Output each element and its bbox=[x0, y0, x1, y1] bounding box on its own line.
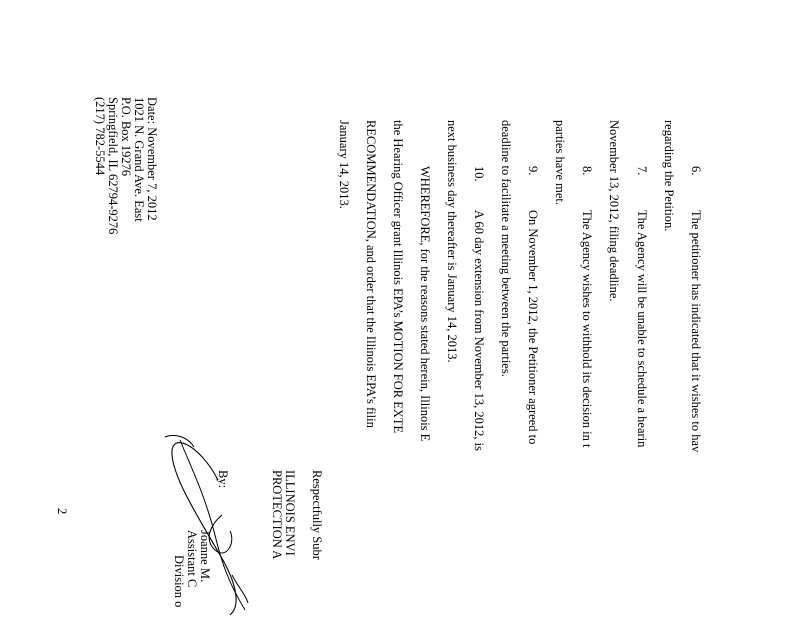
paragraph-10-line-1: A 60 day extension from November 13, 2012, is bbox=[472, 210, 486, 451]
address-street: 1021 N. Grand Ave. East bbox=[132, 97, 146, 222]
page-number: 2 bbox=[55, 508, 69, 515]
wherefore-line-4: January 14, 2013. bbox=[337, 120, 351, 209]
filing-date: Date: November 7, 2012 bbox=[145, 97, 159, 221]
agency-name-line-1: ILLINOIS ENVI bbox=[283, 470, 297, 556]
agency-name-line-2: PROTECTION A bbox=[270, 470, 284, 560]
paragraph-10-number: 10. bbox=[472, 166, 486, 182]
paragraph-9-line-2: deadline to facilitate a meeting between the parties. bbox=[499, 120, 513, 377]
wherefore-line-1: WHEREFORE, for the reasons stated herein, Illinois E bbox=[418, 166, 432, 442]
paragraph-10-line-2: next business day thereafter is January 14, 2013. bbox=[445, 120, 459, 363]
signature-by-label: By: bbox=[216, 470, 230, 489]
signatory-title: Assistant C bbox=[185, 530, 199, 588]
address-city: Springfield, IL 62794-9276 bbox=[106, 97, 120, 235]
paragraph-6-number: 6. bbox=[689, 166, 703, 176]
wherefore-line-3: RECOMMENDATION, and order that the Illinois EPA’s filin bbox=[364, 120, 378, 428]
paragraph-8-line-2: parties have met. bbox=[553, 120, 567, 206]
paragraph-8-number: 8. bbox=[580, 166, 594, 176]
respectfully-submitted: Respectfully Subr bbox=[310, 470, 324, 560]
paragraph-9-line-1: On November 1, 2012, the Petitioner agreed to bbox=[526, 210, 540, 445]
address-phone: (217) 782-5544 bbox=[93, 97, 107, 176]
handwritten-signature bbox=[160, 425, 250, 618]
wherefore-line-2: the Hearing Officer grant Illinois EPA’s MOTION FOR EXTE bbox=[391, 120, 405, 434]
paragraph-9-number: 9. bbox=[526, 166, 540, 176]
paragraph-7-line-2: November 13, 2012, filing deadline. bbox=[607, 120, 621, 302]
paragraph-6-line-2: regarding the Petition. bbox=[662, 120, 676, 232]
address-po-box: P.O. Box 19276 bbox=[119, 97, 133, 177]
signatory-name: Joanne M. bbox=[198, 530, 212, 583]
paragraph-6-line-1: The petitioner has indicated that it wishes to hav bbox=[689, 210, 703, 453]
paragraph-8-line-1: The Agency wishes to withhold its decision in t bbox=[580, 210, 594, 448]
signatory-division: Division o bbox=[172, 555, 186, 608]
paragraph-7-number: 7. bbox=[635, 166, 649, 176]
paragraph-7-line-1: The Agency will be unable to schedule a hearin bbox=[635, 210, 649, 448]
